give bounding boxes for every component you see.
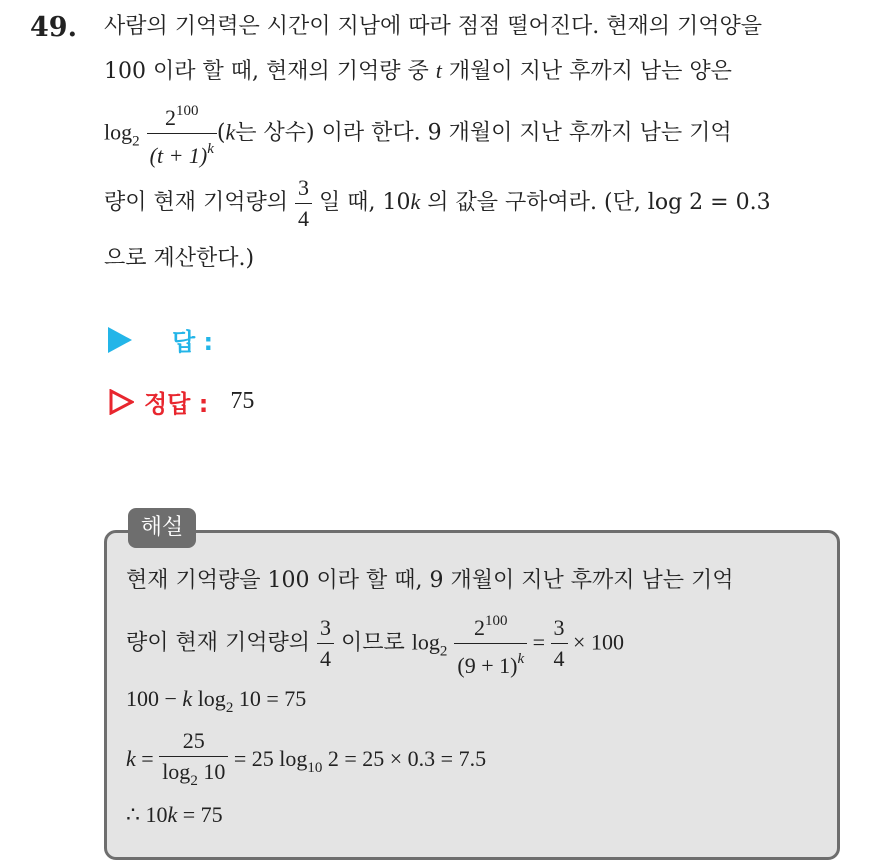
correct-answer-label: 정답 : [144, 390, 209, 418]
log-symbol: log [104, 119, 133, 145]
fraction-numerator: 3 [295, 173, 312, 204]
log-base: 2 [225, 700, 234, 716]
numerator-base: 2 [165, 105, 177, 130]
denominator-base: (t + 1) [149, 143, 208, 168]
solution-line-3 [126, 684, 306, 723]
equals-sign: = [135, 746, 160, 772]
outline-triangle-icon [108, 389, 134, 415]
fraction-denominator [147, 134, 217, 171]
variable-k: k [126, 746, 136, 772]
denominator-value: 10 [197, 759, 226, 784]
variable-k: k [410, 189, 421, 214]
fraction-numerator [454, 606, 527, 644]
variable-k: k [182, 686, 193, 711]
numerator-exponent: 100 [484, 613, 508, 629]
numerator-base: 2 [473, 615, 485, 640]
fraction-three-quarters [317, 613, 334, 674]
fraction-numerator: 3 [551, 613, 568, 644]
numerator-exponent: 100 [176, 103, 199, 119]
problem-line-4-text-c: 의 값을 구하여라. (단, log 2 = 0.3 [420, 190, 771, 215]
correct-answer-value: 75 [230, 388, 255, 414]
problem-line-4 [104, 172, 771, 234]
solution-line-2-text-b: 이므로 [334, 630, 412, 656]
equals-sign: = [527, 629, 551, 655]
fraction-denominator [159, 757, 228, 796]
answer-input-row[interactable] [108, 322, 213, 357]
fraction-2-100-over-t-plus-1-k [147, 96, 217, 171]
solution-line-3-text-b: 10 = 75 [233, 686, 307, 711]
log-base: 2 [190, 773, 198, 789]
solution-line-5-text-a: ∴ 10 [126, 802, 168, 827]
fraction-25-over-log2-10 [159, 726, 228, 796]
solution-line-2 [126, 606, 624, 682]
solution-line-4-text-b: 2 = 25 × 0.3 = 7.5 [322, 746, 487, 772]
problem-number: 49. [30, 12, 77, 43]
solution-line-4-text-a: = 25 log [228, 746, 308, 772]
denominator-base: (9 + 1) [457, 653, 518, 678]
fraction-denominator: 4 [298, 205, 309, 231]
solution-line-3-text-a: 100 − [126, 686, 183, 711]
solution-line-2-text-c: × 100 [567, 629, 624, 655]
log-base: 2 [132, 133, 140, 150]
problem-line-2-text-a: 100 이라 할 때, 현재의 기억량 중 [104, 59, 436, 84]
log-base-10: 10 [307, 760, 323, 777]
answer-label: 답 : [172, 328, 214, 356]
log-base: 2 [439, 643, 448, 660]
solution-line-2-text-a: 량이 현재 기억량의 [126, 630, 317, 656]
log-symbol: log [411, 629, 440, 655]
denominator-exponent: k [517, 651, 525, 667]
fraction-numerator [147, 96, 217, 134]
fraction-denominator [454, 644, 527, 681]
problem-line-2 [104, 56, 732, 87]
fraction-2-100-over-10-k [454, 606, 527, 681]
solution-line-1: 현재 기억량을 100 이라 할 때, 9 개월이 지난 후까지 남는 기억 [126, 568, 734, 593]
correct-answer-row [108, 384, 254, 419]
solution-line-5-text-b: = 75 [177, 802, 223, 827]
fraction-numerator: 25 [159, 726, 228, 757]
problem-line-4-text-a: 량이 현재 기억량의 [104, 190, 295, 215]
solution-tag: 해설 [128, 508, 196, 548]
solution-line-5 [126, 800, 223, 830]
problem-line-1: 사람의 기억력은 시간이 지남에 따라 점점 떨어진다. 현재의 기억양을 [104, 14, 762, 39]
fraction-denominator: 4 [553, 646, 565, 671]
solution-line-4 [126, 726, 486, 798]
variable-k: k [225, 119, 236, 145]
problem-line-5: 으로 계산한다.) [104, 246, 255, 271]
problem-line-2-text-b: 개월이 지난 후까지 남는 양은 [441, 59, 732, 84]
fraction-three-quarters-2 [551, 613, 568, 674]
log-symbol: log [192, 686, 226, 711]
problem-line-3-paren: ( [216, 120, 226, 146]
fraction-three-quarters [295, 173, 312, 234]
problem-line-4-text-b: 일 때, 10 [312, 190, 411, 215]
denominator-exponent: k [207, 141, 214, 157]
log-symbol: log [162, 759, 191, 784]
problem-line-3 [104, 96, 732, 172]
fraction-denominator: 4 [320, 646, 331, 671]
variable-k: k [167, 802, 178, 827]
problem-line-3-text: 는 상수) 이라 한다. 9 개월이 지난 후까지 남는 기억 [235, 120, 732, 146]
fraction-numerator: 3 [317, 613, 334, 644]
variable-t: t [435, 58, 442, 83]
play-triangle-icon [108, 327, 132, 353]
